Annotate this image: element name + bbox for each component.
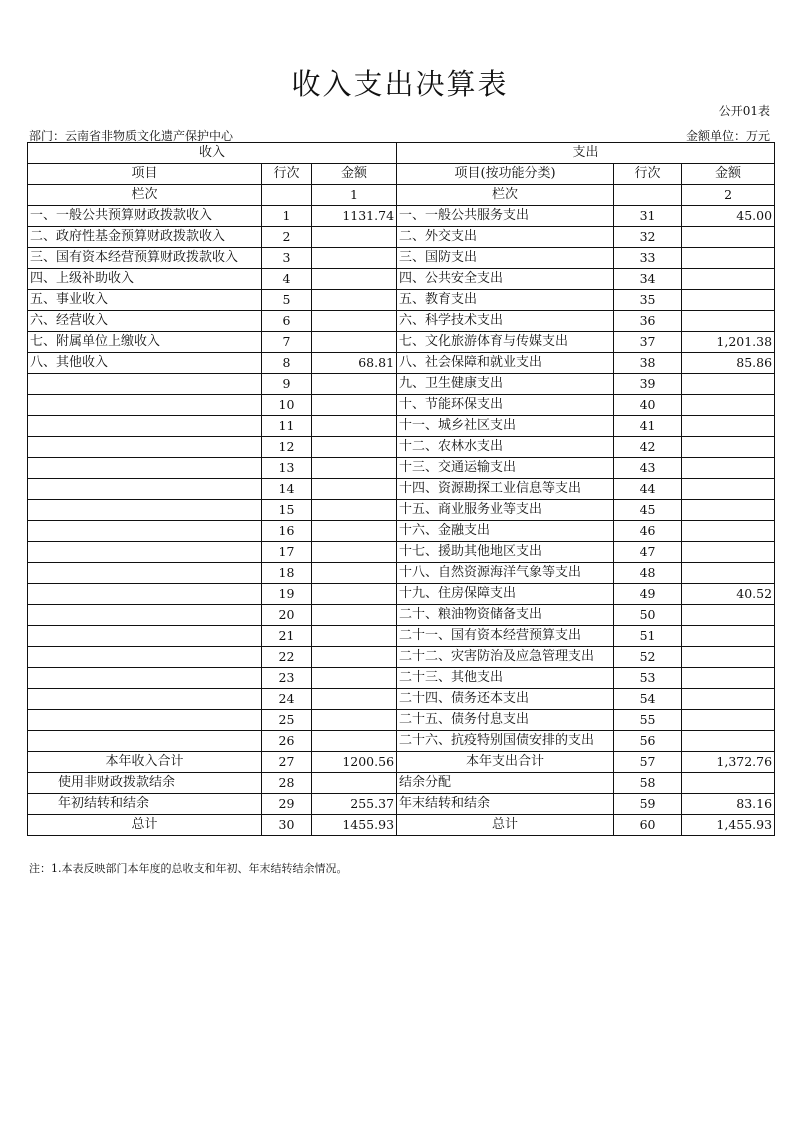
table-row [28,668,775,689]
income-row-cell: 9 [262,374,312,395]
expense-index-empty [614,185,682,206]
expense-item-header: 项目(按功能分类) [397,164,614,185]
page-title: 收入支出决算表 [291,67,509,101]
income-row-cell: 25 [262,710,312,731]
income-row-header: 行次 [262,164,312,185]
form-number: 公开01表 [718,104,770,118]
income-amount-cell [312,311,397,332]
expense-row-cell: 51 [614,626,682,647]
income-amount-cell [312,563,397,584]
expense-row-cell: 36 [614,311,682,332]
income-amount-cell [312,731,397,752]
income-amount-header: 金额 [312,164,397,185]
expense-amount-cell [682,668,775,689]
expense-summary-row-cell: 59 [614,794,682,815]
expense-summary-amount-cell: 1,455.93 [682,815,775,836]
income-amount-cell [312,521,397,542]
summary-row [28,773,775,794]
income-summary-amount-cell: 1455.93 [312,815,397,836]
table-row [28,332,775,353]
income-row-cell: 17 [262,542,312,563]
expense-item-cell: 十三、交通运输支出 [397,458,614,479]
income-item-cell [28,374,262,395]
income-summary-row-cell: 29 [262,794,312,815]
income-amount-cell [312,710,397,731]
income-summary-amount-cell [312,773,397,794]
income-item-cell [28,563,262,584]
income-amount-cell [312,248,397,269]
income-summary-amount-cell: 255.37 [312,794,397,815]
expense-row-cell: 48 [614,563,682,584]
expense-amount-cell [682,311,775,332]
expense-amount-cell [682,521,775,542]
income-amount-cell [312,584,397,605]
expense-amount-cell [682,290,775,311]
expense-row-cell: 40 [614,395,682,416]
expense-row-cell: 54 [614,689,682,710]
expense-item-cell: 十五、商业服务业等支出 [397,500,614,521]
income-item-cell [28,731,262,752]
expense-amount-cell [682,605,775,626]
expense-amount-cell [682,374,775,395]
expense-item-cell: 十四、资源勘探工业信息等支出 [397,479,614,500]
table-row [28,584,775,605]
expense-amount-cell [682,731,775,752]
expense-row-cell: 50 [614,605,682,626]
expense-summary-amount-cell: 83.16 [682,794,775,815]
summary-row [28,794,775,815]
table-row [28,500,775,521]
income-row-cell: 6 [262,311,312,332]
income-summary-item-cell: 年初结转和结余 [28,794,262,815]
expense-row-cell: 52 [614,647,682,668]
expense-group-header: 支出 [397,143,775,164]
expense-row-cell: 39 [614,374,682,395]
income-summary-item-cell: 使用非财政拨款结余 [28,773,262,794]
expense-row-cell: 35 [614,290,682,311]
table-row [28,626,775,647]
department-label: 部门：云南省非物质文化遗产保护中心 [29,129,234,143]
expense-amount-cell [682,269,775,290]
table-row [28,479,775,500]
expense-item-cell: 八、社会保障和就业支出 [397,353,614,374]
income-amount-cell [312,269,397,290]
expense-item-cell: 二十、粮油物资储备支出 [397,605,614,626]
income-item-cell: 八、其他收入 [28,353,262,374]
income-row-cell: 16 [262,521,312,542]
expense-summary-row-cell: 60 [614,815,682,836]
income-amount-cell [312,227,397,248]
expense-item-cell: 十七、援助其他地区支出 [397,542,614,563]
income-amount-cell [312,605,397,626]
income-item-cell [28,416,262,437]
income-row-cell: 2 [262,227,312,248]
income-amount-cell [312,668,397,689]
income-summary-amount-cell: 1200.56 [312,752,397,773]
expense-summary-item-cell: 年末结转和结余 [397,794,614,815]
income-amount-cell [312,458,397,479]
table-row [28,731,775,752]
income-item-cell [28,605,262,626]
expense-item-cell: 二十五、债务付息支出 [397,710,614,731]
income-index-empty [262,185,312,206]
expense-amount-cell [682,647,775,668]
income-row-cell: 21 [262,626,312,647]
expense-row-cell: 55 [614,710,682,731]
expense-item-cell: 二十四、债务还本支出 [397,689,614,710]
expense-summary-row-cell: 57 [614,752,682,773]
expense-summary-item-cell: 总计 [397,815,614,836]
expense-item-cell: 五、教育支出 [397,290,614,311]
income-summary-row-cell: 27 [262,752,312,773]
table-row [28,395,775,416]
income-item-cell [28,542,262,563]
expense-row-cell: 34 [614,269,682,290]
expense-item-cell: 十八、自然资源海洋气象等支出 [397,563,614,584]
income-row-cell: 14 [262,479,312,500]
income-amount-cell: 1131.74 [312,206,397,227]
expense-item-cell: 二十三、其他支出 [397,668,614,689]
table-row [28,206,775,227]
expense-item-cell: 二十一、国有资本经营预算支出 [397,626,614,647]
table-row [28,248,775,269]
income-row-cell: 24 [262,689,312,710]
income-summary-item-cell: 总计 [28,815,262,836]
table-row [28,647,775,668]
income-amount-cell [312,500,397,521]
income-item-cell [28,584,262,605]
expense-row-cell: 49 [614,584,682,605]
income-row-cell: 13 [262,458,312,479]
expense-row-cell: 45 [614,500,682,521]
summary-row [28,752,775,773]
footnote: 注：1.本表反映部门本年度的总收支和年初、年末结转结余情况。 [29,862,348,875]
income-amount-cell [312,647,397,668]
expense-amount-cell [682,710,775,731]
expense-row-cell: 43 [614,458,682,479]
income-index-label: 栏次 [28,185,262,206]
expense-amount-cell [682,542,775,563]
income-item-cell [28,521,262,542]
expense-item-cell: 二、外交支出 [397,227,614,248]
income-item-cell: 三、国有资本经营预算财政拨款收入 [28,248,262,269]
income-index-col: 1 [312,185,397,206]
table-row [28,710,775,731]
table-row [28,605,775,626]
income-item-cell: 六、经营收入 [28,311,262,332]
expense-row-cell: 32 [614,227,682,248]
income-row-cell: 19 [262,584,312,605]
income-amount-cell [312,479,397,500]
income-item-cell [28,458,262,479]
expense-row-cell: 47 [614,542,682,563]
unit-label: 金额单位：万元 [685,129,770,143]
expense-amount-cell [682,458,775,479]
expense-item-cell: 十一、城乡社区支出 [397,416,614,437]
table-row [28,269,775,290]
expense-amount-cell [682,227,775,248]
income-row-cell: 1 [262,206,312,227]
expense-summary-item-cell: 结余分配 [397,773,614,794]
table-row [28,353,775,374]
income-row-cell: 26 [262,731,312,752]
expense-summary-item-cell: 本年支出合计 [397,752,614,773]
table-row [28,563,775,584]
income-amount-cell [312,437,397,458]
expense-item-cell: 二十二、灾害防治及应急管理支出 [397,647,614,668]
expense-row-header: 行次 [614,164,682,185]
income-amount-cell [312,290,397,311]
expense-amount-cell [682,563,775,584]
expense-amount-cell [682,416,775,437]
expense-row-cell: 31 [614,206,682,227]
expense-amount-cell [682,626,775,647]
expense-amount-cell: 1,201.38 [682,332,775,353]
expense-row-cell: 41 [614,416,682,437]
income-amount-cell [312,332,397,353]
income-summary-item-cell: 本年收入合计 [28,752,262,773]
income-amount-cell: 68.81 [312,353,397,374]
column-index-row [28,185,775,206]
expense-item-cell: 十六、金融支出 [397,521,614,542]
expense-item-cell: 一、一般公共服务支出 [397,206,614,227]
table-row [28,227,775,248]
expense-amount-cell [682,479,775,500]
expense-amount-cell: 40.52 [682,584,775,605]
expense-index-label: 栏次 [397,185,614,206]
table-row [28,437,775,458]
income-summary-row-cell: 28 [262,773,312,794]
expense-row-cell: 56 [614,731,682,752]
income-item-cell [28,395,262,416]
income-row-cell: 8 [262,353,312,374]
table-row [28,542,775,563]
income-row-cell: 7 [262,332,312,353]
expense-amount-cell [682,395,775,416]
expense-amount-cell: 85.86 [682,353,775,374]
income-amount-cell [312,374,397,395]
expense-index-col: 2 [682,185,775,206]
income-item-cell: 一、一般公共预算财政拨款收入 [28,206,262,227]
expense-row-cell: 53 [614,668,682,689]
expense-item-cell: 九、卫生健康支出 [397,374,614,395]
expense-item-cell: 六、科学技术支出 [397,311,614,332]
income-item-cell [28,437,262,458]
summary-row [28,815,775,836]
column-header-row [28,164,775,185]
income-row-cell: 11 [262,416,312,437]
income-row-cell: 4 [262,269,312,290]
group-header-row [28,143,775,164]
expense-amount-cell: 45.00 [682,206,775,227]
expense-amount-header: 金额 [682,164,775,185]
expense-amount-cell [682,248,775,269]
expense-summary-amount-cell: 1,372.76 [682,752,775,773]
expense-amount-cell [682,689,775,710]
income-row-cell: 23 [262,668,312,689]
expense-amount-cell [682,500,775,521]
expense-amount-cell [682,437,775,458]
income-row-cell: 3 [262,248,312,269]
table-row [28,458,775,479]
income-item-cell [28,689,262,710]
income-item-cell [28,668,262,689]
income-row-cell: 18 [262,563,312,584]
income-item-cell [28,647,262,668]
expense-item-cell: 七、文化旅游体育与传媒支出 [397,332,614,353]
expense-item-cell: 四、公共安全支出 [397,269,614,290]
income-expense-table [27,142,775,836]
income-item-cell: 五、事业收入 [28,290,262,311]
expense-row-cell: 37 [614,332,682,353]
income-item-cell [28,479,262,500]
income-amount-cell [312,626,397,647]
income-item-cell [28,626,262,647]
table-row [28,311,775,332]
expense-row-cell: 42 [614,437,682,458]
income-summary-row-cell: 30 [262,815,312,836]
income-row-cell: 22 [262,647,312,668]
expense-item-cell: 十九、住房保障支出 [397,584,614,605]
income-group-header: 收入 [28,143,397,164]
table-row [28,521,775,542]
income-item-cell: 七、附属单位上缴收入 [28,332,262,353]
expense-item-cell: 十二、农林水支出 [397,437,614,458]
table-row [28,689,775,710]
income-amount-cell [312,416,397,437]
income-row-cell: 10 [262,395,312,416]
expense-row-cell: 38 [614,353,682,374]
expense-summary-row-cell: 58 [614,773,682,794]
expense-item-cell: 十、节能环保支出 [397,395,614,416]
income-item-cell [28,500,262,521]
expense-summary-amount-cell [682,773,775,794]
expense-item-cell: 三、国防支出 [397,248,614,269]
income-amount-cell [312,542,397,563]
income-item-cell [28,710,262,731]
income-row-cell: 15 [262,500,312,521]
expense-row-cell: 44 [614,479,682,500]
income-item-header: 项目 [28,164,262,185]
table-row [28,290,775,311]
income-row-cell: 20 [262,605,312,626]
income-amount-cell [312,689,397,710]
expense-item-cell: 二十六、抗疫特别国债安排的支出 [397,731,614,752]
income-row-cell: 5 [262,290,312,311]
income-row-cell: 12 [262,437,312,458]
income-amount-cell [312,395,397,416]
table-row [28,374,775,395]
income-item-cell: 四、上级补助收入 [28,269,262,290]
income-item-cell: 二、政府性基金预算财政拨款收入 [28,227,262,248]
expense-row-cell: 46 [614,521,682,542]
expense-row-cell: 33 [614,248,682,269]
table-row [28,416,775,437]
